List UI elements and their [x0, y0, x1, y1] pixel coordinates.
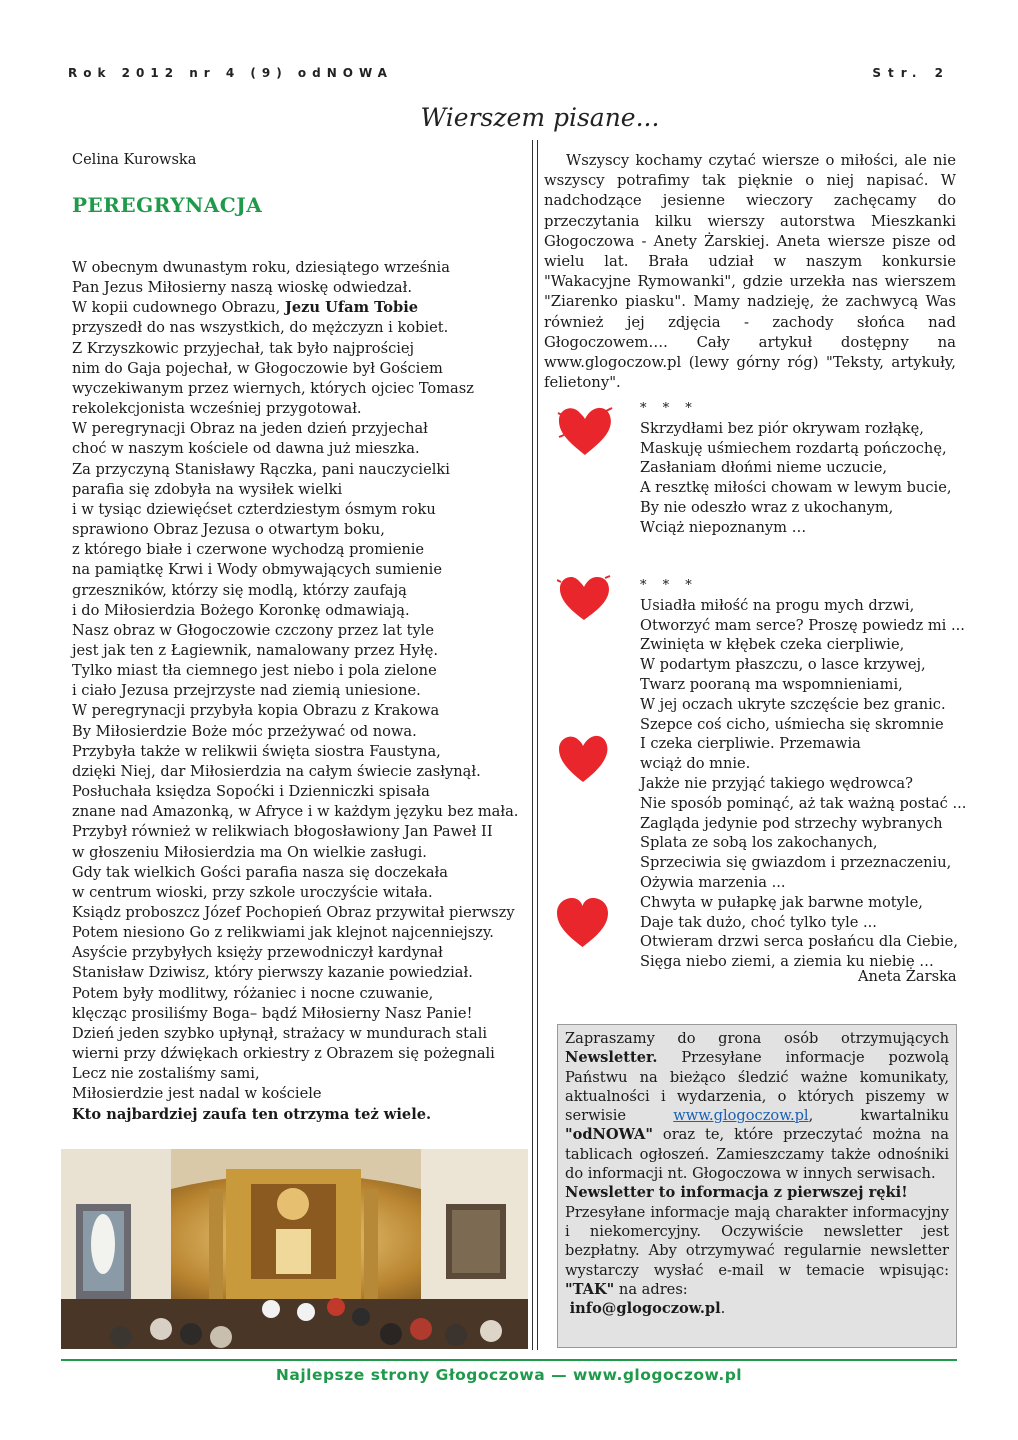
- poem-author: Celina Kurowska: [72, 152, 197, 168]
- newsletter-name: Newsletter.: [565, 1049, 658, 1067]
- poem-line: parafia się zdobyła na wysiłek wielki: [72, 480, 343, 498]
- header-page-number: Str. 2: [872, 66, 950, 80]
- footer-rule: [61, 1359, 957, 1361]
- verse-line: By nie odeszło wraz z ukochanym,: [640, 498, 894, 516]
- poem-line: sprawiono Obraz Jezusa o otwartym boku,: [72, 521, 385, 539]
- verse-line: Daje tak dużo, choć tylko tyle ...: [640, 913, 877, 931]
- poem-line: Dzień jeden szybko upłynął, strażacy w mundurach stali: [72, 1024, 488, 1042]
- poem-line: W peregrynacji Obraz na jeden dzień przyjechał: [72, 420, 428, 438]
- heart-icon: [557, 574, 611, 622]
- poem-line: w centrum wioski, przy szkole uroczyście witała.: [72, 883, 433, 901]
- poem-line: By Miłosierdzie Boże móc przeżywać od nowa.: [72, 722, 417, 740]
- poem-bold-phrase: Jezu Ufam Tobie: [284, 299, 419, 317]
- footer-tagline: Najlepsze strony Głogoczowa — www.glogoczow.pl: [275, 1366, 743, 1384]
- newsletter-text: na adres:: [614, 1280, 688, 1298]
- poem-line: Przybyła także w relikwii święta siostra Faustyna,: [72, 742, 441, 760]
- verse-line: W jej oczach ukryte szczęście bez granic.: [640, 695, 946, 713]
- verse-line: Otwieram drzwi serca posłańcu dla Ciebie,: [640, 933, 958, 951]
- poem-line: Ksiądz proboszcz Józef Pochopień Obraz przywitał pierwszy: [72, 904, 515, 921]
- verse-one: [640, 399, 951, 538]
- poem-line: Lecz nie zostaliśmy sami,: [72, 1065, 260, 1083]
- poem-line: Gdy tak wielkich Gości parafia nasza się doczekała: [72, 863, 448, 881]
- newsletter-text: Przesyłane informacje mają charakter informacyjny i niekomercyjny. Oczywiście newsletter jest bezpłatny. Aby otrzymywać regularnie newsletter wystarczy wysłać e-mail w temacie wpisując:: [565, 1203, 949, 1279]
- intro-paragraph: Wszyscy kochamy czytać wiersze o miłości, ale nie wszyscy potrafimy tak pięknie o niej napisać. W nadchodzące jesienne wieczory zachęcamy do przeczytania kilku wierszy autorstwa Mieszkanki Głogoczowa - Anety Żarskiej. Aneta wiersze pisze od wielu lat. Brała udział w naszym konkursie "Wakacyjne Rymowanki", gdzie urzekła nas wierszem "Ziarenko piasku". Mamy nadzieję, że zachwycą Was również jej zdjęcia - zachody słońca nad Głogoczowem…. Cały artykuł dostępny na www.glogoczow.pl (lewy górny róg) "Teksty, artykuły, felietony".: [544, 152, 956, 392]
- poem-line: Pan Jezus Miłosierny naszą wioskę odwiedzał.: [72, 279, 412, 297]
- verse-line: I czeka cierpliwie. Przemawia: [640, 735, 861, 753]
- poem-line: i ciało Jezusa przejrzyste nad ziemią uniesione.: [72, 682, 421, 700]
- verse-stars: * * *: [640, 401, 698, 416]
- poem-line: przyszedł do nas wszystkich, do mężczyzn i kobiet.: [72, 319, 449, 337]
- verse-stars: * * *: [640, 578, 698, 593]
- poem-line: grzeszników, którzy się modlą, którzy zaufają: [72, 581, 407, 599]
- poem-line: nim do Gaja pojechał, w Głogoczowie był Gościem: [72, 359, 443, 377]
- poem-line: Kto najbardziej zaufa ten otrzyma też wiele.: [72, 1105, 432, 1123]
- verse-line: Wciąż niepoznanym …: [640, 518, 807, 536]
- newsletter-text: Przesyłane informacje pozwolą Państwu na bieżąco śledzić ważne komunikaty, aktualności i wydarzenia, o których piszemy w serwisie: [565, 1049, 949, 1125]
- poem-line: Miłosierdzie jest nadal w kościele: [72, 1085, 322, 1103]
- magazine-name: "odNOWA": [565, 1126, 653, 1144]
- newsletter-text: .: [720, 1300, 726, 1318]
- poem-line: Z Krzyszkowic przyjechał, tak było najprościej: [72, 339, 415, 357]
- poem-line: Potem niesiono Go z relikwiami jak klejnot najcenniejszy.: [72, 924, 494, 942]
- poem-line: rekolekcjonista wcześniej przygotował.: [72, 400, 362, 418]
- church-interior-photo: [61, 1149, 528, 1349]
- verse-line: Skrzydłami bez piór okrywam rozłąkę,: [640, 419, 924, 437]
- poem-line: [72, 298, 527, 318]
- verse-line: Sprzeciwia się gwiazdom i przeznaczeniu,: [640, 854, 952, 872]
- newsletter-box: [557, 1024, 957, 1348]
- poem-line: choć w naszym kościele od dawna już mieszka.: [72, 440, 420, 458]
- poem-line: Tylko miast tła ciemnego jest niebo i pola zielone: [72, 662, 437, 680]
- column-divider: [532, 140, 533, 1350]
- header-issue: Rok 2012 nr 4 (9) odNOWA: [68, 66, 393, 80]
- poem-line: W peregrynacji przybyła kopia Obrazu z Krakowa: [72, 702, 440, 720]
- column-divider: [537, 140, 538, 1350]
- poem-line: wyczekiwanym przez wiernych, których ojciec Tomasz: [72, 379, 474, 397]
- verse-line: Nie sposób pominąć, aż tak ważną postać ...: [640, 794, 967, 812]
- poem-line: z którego białe i czerwone wychodzą promienie: [72, 541, 425, 559]
- poem-line: wierni przy dźwiękach orkiestry z Obrazem się pożegnali: [72, 1045, 495, 1063]
- poem-line: Nasz obraz w Głogoczowie czczony przez lat tyle: [72, 621, 434, 639]
- verse-two: [640, 576, 966, 972]
- poem-line: i w tysiąc dziewięćset czterdziestym ósmym roku: [72, 500, 436, 518]
- newsletter-text: oraz te, które przeczytać można na tablicach ogłoszeń. Zamieszczamy także odnośniki do informacji nt. Głogoczowa w innych serwisach.: [565, 1126, 949, 1183]
- verse-line: Chwyta w pułapkę jak barwne motyle,: [640, 893, 923, 911]
- poem-line: na pamiątkę Krwi i Wody obmywających sumienie: [72, 561, 442, 579]
- verse-line: Zagląda jedynie pod strzechy wybranych: [640, 814, 943, 832]
- verse-line: Zwinięta w kłębek czeka cierpliwie,: [640, 636, 905, 654]
- verse-line: A resztkę miłości chowam w lewym bucie,: [640, 479, 952, 497]
- verse-line: Otworzyć mam serce? Proszę powiedz mi ...: [640, 616, 965, 634]
- verse-line: Ożywia marzenia ...: [640, 873, 786, 891]
- poem-line-text: W kopii cudownego Obrazu,: [72, 299, 285, 317]
- verse-line: Zasłaniam dłońmi nieme uczucie,: [640, 459, 888, 477]
- poem-line: Asyście przybyłych księży przewodniczył kardynał: [72, 944, 443, 962]
- poem-line: i do Miłosierdzia Bożego Koronkę odmawiają.: [72, 601, 410, 619]
- newsletter-text: , kwartalniku: [808, 1107, 949, 1125]
- poem-line: Stanisław Dziwisz, który pierwszy kazanie powiedział.: [72, 964, 473, 982]
- verse-line: W podartym płaszczu, o lasce krzywej,: [640, 656, 926, 674]
- subscribe-keyword: "TAK": [565, 1280, 615, 1298]
- newsletter-email[interactable]: info@glogoczow.pl: [569, 1300, 721, 1318]
- verse-line: Usiadła miłość na progu mych drzwi,: [640, 596, 915, 614]
- section-title: Wierszem pisane...: [420, 103, 660, 132]
- verse-line: Splata ze sobą los zakochanych,: [640, 834, 878, 852]
- verse-line: Szepce coś cicho, uśmiecha się skromnie: [640, 715, 944, 733]
- verse-line: wciąż do mnie.: [640, 755, 751, 773]
- poem-line: klęcząc prosiliśmy Boga– bądź Miłosierny Nasz Panie!: [72, 1004, 473, 1022]
- heart-icon: [556, 405, 614, 457]
- poem-line: Za przyczyną Stanisławy Rączka, pani nauczycielki: [72, 460, 450, 478]
- poem-line: dzięki Niej, dar Miłosierdzia na całym świecie zasłynął.: [72, 762, 481, 780]
- newsletter-slogan: Newsletter to informacja z pierwszej ręki!: [565, 1184, 908, 1202]
- poem-line: Potem były modlitwy, różaniec i nocne czuwanie,: [72, 984, 434, 1002]
- poem-title: PEREGRYNACJA: [72, 193, 263, 217]
- poem-line: W obecnym dwunastym roku, dziesiątego września: [72, 259, 450, 276]
- newsletter-text: Zapraszamy do grona osób otrzymujących: [565, 1030, 949, 1047]
- verse-author-signature: Aneta Żarska: [858, 968, 957, 985]
- verse-line: Maskuję uśmiechem rozdartą pończochę,: [640, 439, 947, 457]
- heart-icon: [556, 897, 609, 949]
- poem-line: Przybył również w relikwiach błogosławiony Jan Paweł II: [72, 823, 493, 841]
- poem-line: w głoszeniu Miłosierdzia ma On wielkie zasługi.: [72, 843, 427, 861]
- poem-body: [72, 258, 527, 1125]
- poem-line: jest jak ten z Łagiewnik, namalowany przez Hyłę.: [72, 641, 439, 659]
- poem-line: znane nad Amazonką, w Afryce i w każdym języku bez mała.: [72, 803, 519, 821]
- verse-line: Sięga niebo ziemi, a ziemia ku niebie …: [640, 953, 934, 971]
- website-link[interactable]: www.glogoczow.pl: [673, 1107, 809, 1125]
- heart-icon: [557, 734, 609, 784]
- verse-line: Jakże nie przyjąć takiego wędrowca?: [640, 774, 913, 792]
- poem-line: Posłuchała księdza Sopoćki i Dzienniczki spisała: [72, 783, 430, 801]
- verse-line: Twarz pooraną ma wspomnieniami,: [640, 675, 903, 693]
